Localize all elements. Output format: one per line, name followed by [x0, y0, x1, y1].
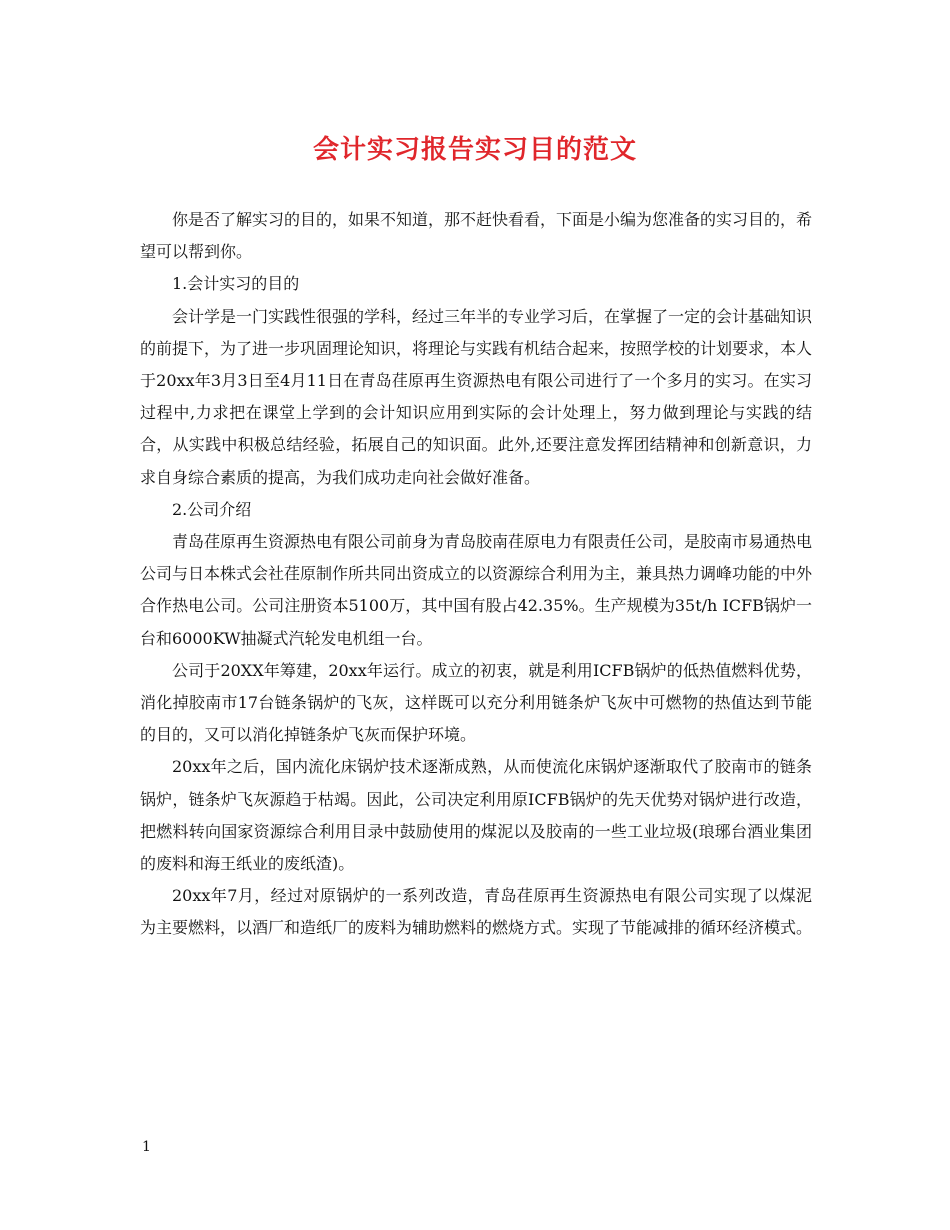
section-heading-purpose: 1.会计实习的目的 [172, 274, 300, 294]
purpose-paragraph: 会计学是一门实践性很强的学科，经过三年半的专业学习后，在掌握了一定的会计基础知识的前提下，为了进一步巩固理论知识，将理论与实践有机结合起来，按照学校的计划要求，本人于20xx年3月3日至4月11日在青岛荏原再生资源热电有限公司进行了一个多月的实习。在实习过程中,力求把在课堂上学到的会计知识应用到实际的会计处理上，努力做到理论与实践的结合，从实践中积极总结经验，拓展自己的知识面。此外,还要注意发挥团结精神和创新意识，力求自身综合素质的提高，为我们成功走向社会做好准备。 [140, 306, 813, 487]
company-paragraph-1: 青岛荏原再生资源热电有限公司前身为青岛胶南荏原电力有限责任公司，是胶南市易通热电公司与日本株式会社荏原制作所共同出资成立的以资源综合利用为主，兼具热力调峰功能的中外合作热电公司。公司注册资本5100万，其中国有股占42.35%。生产规模为35t/h ICFB锅炉一台和6000KW抽凝式汽轮发电机组一台。 [140, 532, 813, 648]
document-body [140, 204, 812, 945]
section-heading-company: 2.公司介绍 [172, 499, 252, 519]
document-title: 会计实习报告实习目的范文 [312, 135, 637, 165]
company-paragraph-2: 公司于20XX年筹建，20xx年运行。成立的初衷，就是利用ICFB锅炉的低热值燃料优势，消化掉胶南市17台链条锅炉的飞灰，这样既可以充分利用链条炉飞灰中可燃物的热值达到节能的目的，又可以消化掉链条炉飞灰而保护环境。 [140, 660, 812, 745]
company-paragraph-3: 20xx年之后，国内流化床锅炉技术逐渐成熟，从而使流化床锅炉逐渐取代了胶南市的链条锅炉，链条炉飞灰源趋于枯竭。因此，公司决定利用原ICFB锅炉的先天优势对锅炉进行改造，把燃料转向国家资源综合利用目录中鼓励使用的煤泥以及胶南的一些工业垃圾(琅琊台酒业集团的废料和海王纸业的废纸渣)。 [140, 757, 812, 874]
page-number: 1 [142, 1139, 151, 1155]
intro-paragraph: 你是否了解实习的目的，如果不知道，那不赶快看看，下面是小编为您准备的实习目的，希望可以帮到你。 [140, 210, 813, 262]
company-paragraph-4: 20xx年7月，经过对原锅炉的一系列改造，青岛荏原再生资源热电有限公司实现了以煤泥为主要燃料，以酒厂和造纸厂的废料为辅助燃料的燃烧方式。实现了节能减排的循环经济模式。 [140, 886, 813, 938]
